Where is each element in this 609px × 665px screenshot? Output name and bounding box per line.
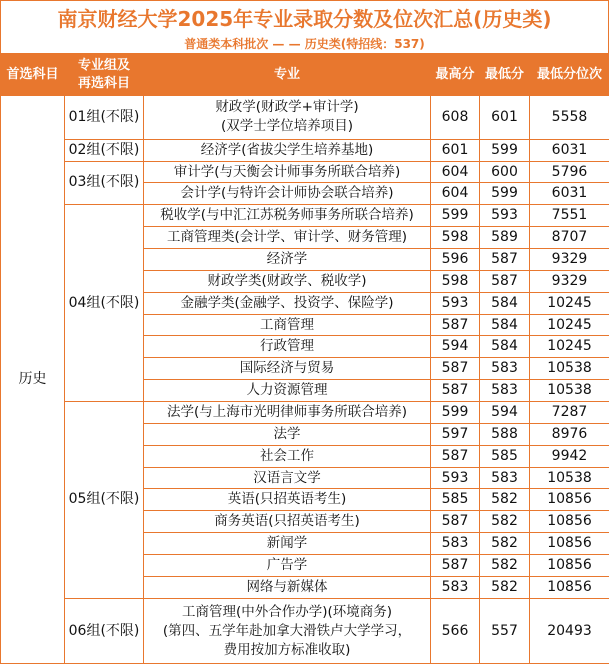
min-rank-cell: 5796 [530,161,609,183]
max-score-cell: 583 [431,533,480,555]
min-score-cell: 594 [480,402,530,424]
min-rank-cell: 9329 [530,270,609,292]
major-cell: 网络与新媒体 [144,576,431,598]
min-rank-cell: 10245 [530,336,609,358]
min-rank-cell: 7551 [530,205,609,227]
header-major: 专业 [144,54,431,96]
max-score-cell: 587 [431,314,480,336]
max-score-cell: 585 [431,489,480,511]
min-rank-cell: 10245 [530,292,609,314]
major-cell: 法学 [144,423,431,445]
max-score-cell: 596 [431,249,480,271]
min-score-cell: 599 [480,183,530,205]
min-rank-cell: 8707 [530,227,609,249]
major-cell: 审计学(与天衡会计师事务所联合培养) [144,161,431,183]
min-rank-cell: 7287 [530,402,609,424]
min-score-cell: 582 [480,555,530,577]
table-body [1,96,609,664]
score-table [0,53,609,664]
min-score-cell: 593 [480,205,530,227]
max-score-cell: 599 [431,402,480,424]
max-score-cell: 608 [431,96,480,140]
major-cell: 英语(只招英语考生) [144,489,431,511]
min-score-cell: 583 [480,467,530,489]
min-score-cell: 582 [480,489,530,511]
major-cell: 商务英语(只招英语考生) [144,511,431,533]
table-row [1,96,609,140]
max-score-cell: 604 [431,161,480,183]
major-cell: 经济学 [144,249,431,271]
min-rank-cell: 10856 [530,576,609,598]
max-score-cell: 587 [431,445,480,467]
max-score-cell: 598 [431,227,480,249]
min-rank-cell: 10245 [530,314,609,336]
major-cell: 汉语言文学 [144,467,431,489]
major-cell: 工商管理 [144,314,431,336]
min-rank-cell: 6031 [530,139,609,161]
min-score-cell: 582 [480,511,530,533]
major-cell: 工商管理(中外合作办学)(环境商务) (第四、五学年赴加拿大滑铁卢大学学习， 费用按加方标准收取) [144,598,431,664]
major-cell: 经济学(省拔尖学生培养基地) [144,139,431,161]
min-rank-cell: 20493 [530,598,609,664]
max-score-cell: 593 [431,292,480,314]
min-score-cell: 587 [480,270,530,292]
major-cell: 社会工作 [144,445,431,467]
min-score-cell: 583 [480,380,530,402]
table-row [1,205,609,227]
table-header-row [1,54,609,96]
min-score-cell: 587 [480,249,530,271]
header-subject: 首选科目 [1,54,65,96]
subject-cell: 历史 [1,96,65,664]
major-cell: 财政学(财政学+审计学) (双学士学位培养项目) [144,96,431,140]
max-score-cell: 587 [431,358,480,380]
header-group: 专业组及 再选科目 [65,54,144,96]
min-rank-cell: 10856 [530,555,609,577]
major-cell: 会计学(与特许会计师协会联合培养) [144,183,431,205]
page-subtitle: 普通类本科批次 — — 历史类(特招线：537) [0,33,609,53]
min-score-cell: 584 [480,314,530,336]
min-rank-cell: 9942 [530,445,609,467]
max-score-cell: 587 [431,380,480,402]
max-score-cell: 587 [431,555,480,577]
min-rank-cell: 9329 [530,249,609,271]
max-score-cell: 601 [431,139,480,161]
major-cell: 广告学 [144,555,431,577]
max-score-cell: 593 [431,467,480,489]
min-score-cell: 600 [480,161,530,183]
max-score-cell: 598 [431,270,480,292]
header-min-score: 最低分 [480,54,530,96]
min-rank-cell: 10538 [530,467,609,489]
min-score-cell: 584 [480,292,530,314]
group-cell: 01组(不限) [65,96,144,140]
max-score-cell: 599 [431,205,480,227]
major-cell: 法学(与上海市光明律师事务所联合培养) [144,402,431,424]
min-rank-cell: 8976 [530,423,609,445]
min-score-cell: 583 [480,358,530,380]
major-cell: 金融学类(金融学、投资学、保险学) [144,292,431,314]
min-rank-cell: 10856 [530,511,609,533]
major-cell: 新闻学 [144,533,431,555]
max-score-cell: 583 [431,576,480,598]
min-score-cell: 601 [480,96,530,140]
min-rank-cell: 6031 [530,183,609,205]
major-cell: 财政学类(财政学、税收学) [144,270,431,292]
max-score-cell: 604 [431,183,480,205]
min-rank-cell: 10856 [530,489,609,511]
min-score-cell: 588 [480,423,530,445]
major-cell: 人力资源管理 [144,380,431,402]
min-rank-cell: 10538 [530,358,609,380]
header-max-score: 最高分 [431,54,480,96]
group-cell: 04组(不限) [65,205,144,402]
min-score-cell: 589 [480,227,530,249]
header-min-rank: 最低分位次 [530,54,609,96]
min-score-cell: 599 [480,139,530,161]
min-score-cell: 584 [480,336,530,358]
min-rank-cell: 10856 [530,533,609,555]
max-score-cell: 594 [431,336,480,358]
table-row [1,161,609,183]
min-score-cell: 582 [480,576,530,598]
max-score-cell: 566 [431,598,480,664]
min-score-cell: 557 [480,598,530,664]
major-cell: 工商管理类(会计学、审计学、财务管理) [144,227,431,249]
group-cell: 03组(不限) [65,161,144,205]
group-cell: 06组(不限) [65,598,144,664]
group-cell: 02组(不限) [65,139,144,161]
min-rank-cell: 10538 [530,380,609,402]
page-title: 南京财经大学2025年专业录取分数及位次汇总(历史类) [0,0,609,33]
min-score-cell: 585 [480,445,530,467]
min-rank-cell: 5558 [530,96,609,140]
table-row [1,598,609,664]
major-cell: 国际经济与贸易 [144,358,431,380]
major-cell: 税收学(与中汇江苏税务师事务所联合培养) [144,205,431,227]
table-row [1,139,609,161]
table-row [1,402,609,424]
max-score-cell: 597 [431,423,480,445]
major-cell: 行政管理 [144,336,431,358]
min-score-cell: 582 [480,533,530,555]
group-cell: 05组(不限) [65,402,144,599]
max-score-cell: 587 [431,511,480,533]
